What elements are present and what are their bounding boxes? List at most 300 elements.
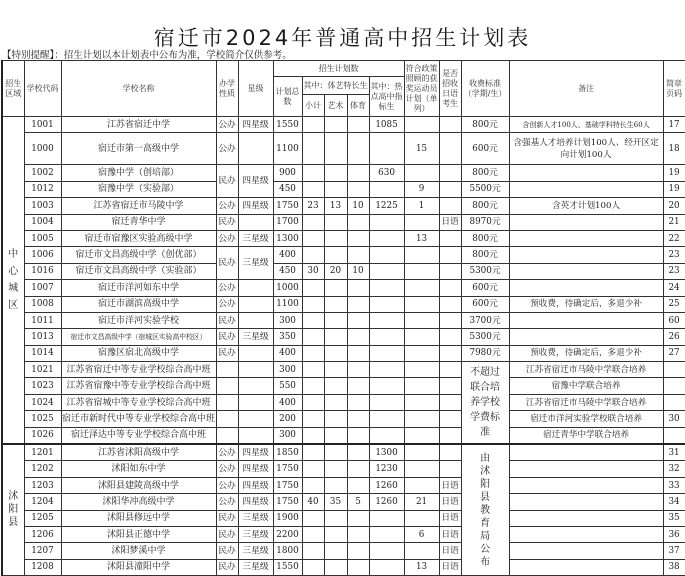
plan-total: 400 bbox=[273, 247, 302, 263]
sport-count bbox=[347, 329, 369, 345]
star-level: 四星级 bbox=[238, 477, 273, 493]
school-code: 1206 bbox=[24, 526, 61, 542]
art-count bbox=[324, 329, 347, 345]
table-row bbox=[2, 230, 685, 246]
school-type bbox=[216, 411, 238, 427]
remark: 预收费，待确定后，多退少补 bbox=[509, 345, 663, 361]
school-name: 宿迁市第一高级中学 bbox=[61, 133, 216, 165]
school-type: 民办 bbox=[216, 510, 238, 526]
school-code: 1007 bbox=[24, 280, 61, 296]
hot-quota bbox=[369, 526, 404, 542]
fee-shuyang-label: 由沭阳县教育局公布 bbox=[480, 452, 491, 568]
sport-count bbox=[347, 427, 369, 444]
remark: 江苏省宿迁市马陵中学联合培养 bbox=[509, 362, 663, 378]
star-level bbox=[238, 411, 273, 427]
table-row bbox=[2, 559, 685, 575]
sport-count bbox=[347, 411, 369, 427]
plan-total: 1750 bbox=[273, 494, 302, 510]
sport-art-subtotal bbox=[302, 362, 324, 378]
star-level bbox=[238, 394, 273, 410]
star-level: 三星级 bbox=[238, 329, 273, 345]
star-level: 四星级 bbox=[238, 444, 273, 461]
brochure-page: 36 bbox=[663, 526, 685, 542]
school-type bbox=[216, 378, 238, 394]
school-type: 公办 bbox=[216, 117, 238, 133]
brochure-page: 22 bbox=[663, 230, 685, 246]
school-name: 宿迁市宿豫区实验高级中学 bbox=[61, 230, 216, 246]
plan-total: 300 bbox=[273, 362, 302, 378]
school-code: 1012 bbox=[24, 181, 61, 197]
school-type: 民办 bbox=[216, 247, 238, 280]
header-page: 简章页码 bbox=[663, 61, 685, 117]
school-code: 1006 bbox=[24, 247, 61, 263]
sport-art-subtotal bbox=[302, 247, 324, 263]
school-name: 江苏省宿城中等专业学校综合高中班 bbox=[61, 394, 216, 410]
table-row bbox=[2, 263, 685, 279]
art-count bbox=[324, 165, 347, 181]
brochure-page bbox=[663, 394, 685, 410]
table-row bbox=[2, 329, 685, 345]
fee-standard: 800元 bbox=[461, 198, 509, 214]
plan-total: 200 bbox=[273, 411, 302, 427]
japanese-flag bbox=[439, 198, 461, 214]
school-name: 宿迁市文昌高级中学（创优部） bbox=[61, 247, 216, 263]
policy-athletes: 1 bbox=[404, 198, 439, 214]
remark bbox=[509, 461, 663, 477]
school-type bbox=[216, 394, 238, 410]
plan-total: 450 bbox=[273, 181, 302, 197]
policy-athletes bbox=[404, 280, 439, 296]
japanese-flag: 日语 bbox=[439, 526, 461, 542]
fee-standard: 800元 bbox=[461, 117, 509, 133]
brochure-page: 25 bbox=[663, 296, 685, 312]
japanese-flag: 日语 bbox=[439, 477, 461, 493]
sport-art-subtotal bbox=[302, 117, 324, 133]
sport-count bbox=[347, 181, 369, 197]
enrollment-plan-table bbox=[1, 60, 685, 576]
school-code: 1205 bbox=[24, 510, 61, 526]
policy-athletes bbox=[404, 247, 439, 263]
hot-quota bbox=[369, 378, 404, 394]
sport-count bbox=[347, 477, 369, 493]
fee-standard: 800元 bbox=[461, 247, 509, 263]
hot-quota bbox=[369, 510, 404, 526]
remark bbox=[509, 526, 663, 542]
remark bbox=[509, 280, 663, 296]
star-level: 三星级 bbox=[238, 247, 273, 280]
sport-count bbox=[347, 296, 369, 312]
sport-count: 5 bbox=[347, 494, 369, 510]
school-name: 江苏省宿迁中等专业学校综合高中班 bbox=[61, 362, 216, 378]
plan-total: 1700 bbox=[273, 214, 302, 230]
star-level bbox=[238, 362, 273, 378]
table-row bbox=[2, 181, 685, 197]
brochure-page bbox=[663, 378, 685, 394]
plan-total: 450 bbox=[273, 263, 302, 279]
header-hot: 其中：热点高中指标生 bbox=[369, 77, 404, 117]
school-name: 宿豫中学（实验部） bbox=[61, 181, 216, 197]
hot-quota bbox=[369, 329, 404, 345]
brochure-page: 23 bbox=[663, 247, 685, 263]
hot-quota bbox=[369, 559, 404, 575]
plan-total: 1100 bbox=[273, 133, 302, 165]
brochure-page: 38 bbox=[663, 559, 685, 575]
school-code: 1013 bbox=[24, 329, 61, 345]
hot-quota bbox=[369, 394, 404, 410]
art-count bbox=[324, 296, 347, 312]
school-code: 1016 bbox=[24, 263, 61, 279]
art-count: 13 bbox=[324, 198, 347, 214]
hot-quota bbox=[369, 230, 404, 246]
remark bbox=[509, 543, 663, 559]
header-sport-art-group: 其中：体艺特长生 bbox=[302, 77, 369, 95]
policy-athletes bbox=[404, 165, 439, 181]
remark bbox=[509, 312, 663, 328]
remark bbox=[509, 181, 663, 197]
remark bbox=[509, 494, 663, 510]
sport-count bbox=[347, 510, 369, 526]
school-code: 1003 bbox=[24, 198, 61, 214]
fee-standard: 5300元 bbox=[461, 329, 509, 345]
sport-art-subtotal bbox=[302, 461, 324, 477]
japanese-flag bbox=[439, 133, 461, 165]
hot-quota: 1300 bbox=[369, 444, 404, 461]
table-row bbox=[2, 362, 685, 378]
sport-art-subtotal: 23 bbox=[302, 198, 324, 214]
remark: 含英才计划100人 bbox=[509, 198, 663, 214]
hot-quota bbox=[369, 362, 404, 378]
table-row bbox=[2, 477, 685, 493]
art-count bbox=[324, 181, 347, 197]
japanese-flag bbox=[439, 230, 461, 246]
table-row bbox=[2, 165, 685, 181]
school-type: 民办 bbox=[216, 312, 238, 328]
sport-art-subtotal bbox=[302, 181, 324, 197]
school-name: 宿迁青华中学 bbox=[61, 214, 216, 230]
sport-art-subtotal bbox=[302, 510, 324, 526]
fee-standard: 5500元 bbox=[461, 181, 509, 197]
header-art: 艺术 bbox=[324, 95, 347, 117]
school-name: 江苏省沭阳高级中学 bbox=[61, 444, 216, 461]
sport-count bbox=[347, 526, 369, 542]
school-type bbox=[216, 427, 238, 444]
sport-count bbox=[347, 394, 369, 410]
fee-standard: 800元 bbox=[461, 165, 509, 181]
hot-quota: 630 bbox=[369, 165, 404, 181]
policy-athletes bbox=[404, 427, 439, 444]
star-level: 三星级 bbox=[238, 559, 273, 575]
japanese-flag bbox=[439, 247, 461, 263]
sport-art-subtotal bbox=[302, 214, 324, 230]
table-body bbox=[2, 117, 685, 576]
star-level: 四星级 bbox=[238, 198, 273, 214]
hot-quota: 1225 bbox=[369, 198, 404, 214]
plan-total: 2200 bbox=[273, 526, 302, 542]
policy-athletes bbox=[404, 263, 439, 279]
school-name: 沭阳如东中学 bbox=[61, 461, 216, 477]
school-type: 公办 bbox=[216, 280, 238, 296]
plan-total: 1100 bbox=[273, 296, 302, 312]
remark bbox=[509, 559, 663, 575]
star-level bbox=[238, 312, 273, 328]
header-star: 星级 bbox=[238, 61, 273, 117]
table-row bbox=[2, 280, 685, 296]
header-japanese: 是否招收日语考生 bbox=[439, 61, 461, 117]
table-row bbox=[2, 394, 685, 410]
japanese-flag: 日语 bbox=[439, 494, 461, 510]
brochure-page: 27 bbox=[663, 345, 685, 361]
plan-total: 1750 bbox=[273, 198, 302, 214]
school-code: 1004 bbox=[24, 214, 61, 230]
school-type: 公办 bbox=[216, 477, 238, 493]
sport-art-subtotal bbox=[302, 477, 324, 493]
remark bbox=[509, 477, 663, 493]
japanese-flag bbox=[439, 280, 461, 296]
table-row bbox=[2, 214, 685, 230]
hot-quota bbox=[369, 312, 404, 328]
sport-art-subtotal: 40 bbox=[302, 494, 324, 510]
school-name: 宿迁市新时代中等专业学校综合高中班 bbox=[61, 411, 216, 427]
school-name: 沭阳县正德中学 bbox=[61, 526, 216, 542]
star-level: 四星级 bbox=[238, 494, 273, 510]
school-code: 1202 bbox=[24, 461, 61, 477]
sport-art-subtotal bbox=[302, 559, 324, 575]
brochure-page: 19 bbox=[663, 165, 685, 181]
hot-quota bbox=[369, 345, 404, 361]
header-code: 学校代码 bbox=[24, 61, 61, 117]
school-name: 沭阳县修远中学 bbox=[61, 510, 216, 526]
art-count bbox=[324, 362, 347, 378]
art-count bbox=[324, 477, 347, 493]
header-subtotal: 小计 bbox=[302, 95, 324, 117]
plan-total: 900 bbox=[273, 165, 302, 181]
sport-art-subtotal bbox=[302, 345, 324, 361]
star-level bbox=[238, 214, 273, 230]
art-count bbox=[324, 117, 347, 133]
hot-quota bbox=[369, 296, 404, 312]
policy-athletes: 13 bbox=[404, 230, 439, 246]
sport-count bbox=[347, 230, 369, 246]
remark: 宿迁市洋河实验学校联合培养 bbox=[509, 411, 663, 427]
remark: 含创新人才100人、基础学科特长生60人 bbox=[509, 117, 663, 133]
hot-quota: 1230 bbox=[369, 461, 404, 477]
star-level: 三星级 bbox=[238, 543, 273, 559]
japanese-flag bbox=[439, 263, 461, 279]
policy-athletes bbox=[404, 345, 439, 361]
brochure-page: 18 bbox=[663, 133, 685, 165]
star-level: 四星级 bbox=[238, 117, 273, 133]
remark bbox=[509, 329, 663, 345]
star-level bbox=[238, 133, 273, 165]
page-title: 宿迁市2024年普通高中招生计划表 bbox=[153, 26, 532, 50]
table-row bbox=[2, 378, 685, 394]
japanese-flag bbox=[439, 461, 461, 477]
japanese-flag: 日语 bbox=[439, 214, 461, 230]
sport-art-subtotal bbox=[302, 526, 324, 542]
hot-quota bbox=[369, 280, 404, 296]
school-name: 宿迁市文昌高级中学（宿城区实验高中校区） bbox=[61, 329, 216, 345]
brochure-page: 35 bbox=[663, 510, 685, 526]
art-count bbox=[324, 133, 347, 165]
school-code: 1025 bbox=[24, 411, 61, 427]
fee-standard-joint: 不超过联合培养学校学费标准 bbox=[461, 362, 509, 444]
fee-standard: 800元 bbox=[461, 230, 509, 246]
header-type: 办学性质 bbox=[216, 61, 238, 117]
brochure-page: 31 bbox=[663, 444, 685, 461]
policy-athletes: 9 bbox=[404, 181, 439, 197]
brochure-page: 19 bbox=[663, 181, 685, 197]
school-code: 1208 bbox=[24, 559, 61, 575]
policy-athletes bbox=[404, 362, 439, 378]
fee-standard: 600元 bbox=[461, 280, 509, 296]
sport-count bbox=[347, 214, 369, 230]
hot-quota bbox=[369, 411, 404, 427]
remark bbox=[509, 165, 663, 181]
brochure-page: 20 bbox=[663, 198, 685, 214]
art-count: 20 bbox=[324, 263, 347, 279]
table-row bbox=[2, 198, 685, 214]
plan-total: 1300 bbox=[273, 230, 302, 246]
school-code: 1014 bbox=[24, 345, 61, 361]
policy-athletes: 21 bbox=[404, 494, 439, 510]
plan-total: 300 bbox=[273, 312, 302, 328]
brochure-page: 33 bbox=[663, 477, 685, 493]
sport-art-subtotal bbox=[302, 411, 324, 427]
fee-standard: 3700元 bbox=[461, 312, 509, 328]
sport-art-subtotal bbox=[302, 329, 324, 345]
plan-total: 550 bbox=[273, 378, 302, 394]
sport-art-subtotal bbox=[302, 165, 324, 181]
plan-total: 1800 bbox=[273, 543, 302, 559]
school-name: 江苏省宿豫中等专业学校综合高中班 bbox=[61, 378, 216, 394]
star-level: 四星级 bbox=[238, 165, 273, 198]
star-level: 三星级 bbox=[238, 526, 273, 542]
japanese-flag: 日语 bbox=[439, 559, 461, 575]
fee-standard: 7980元 bbox=[461, 345, 509, 361]
brochure-page: 24 bbox=[663, 280, 685, 296]
sport-count bbox=[347, 461, 369, 477]
japanese-flag bbox=[439, 181, 461, 197]
sport-art-subtotal bbox=[302, 280, 324, 296]
table-row bbox=[2, 247, 685, 263]
policy-athletes bbox=[404, 214, 439, 230]
policy-athletes bbox=[404, 329, 439, 345]
japanese-flag bbox=[439, 394, 461, 410]
japanese-flag bbox=[439, 427, 461, 444]
sport-count bbox=[347, 117, 369, 133]
hot-quota bbox=[369, 427, 404, 444]
table-row bbox=[2, 411, 685, 427]
sport-art-subtotal bbox=[302, 296, 324, 312]
brochure-page: 23 bbox=[663, 263, 685, 279]
sport-art-subtotal bbox=[302, 378, 324, 394]
region-cell bbox=[2, 444, 24, 576]
japanese-flag bbox=[439, 444, 461, 461]
policy-athletes bbox=[404, 477, 439, 493]
school-name: 沭阳县建陵高级中学 bbox=[61, 477, 216, 493]
japanese-flag bbox=[439, 329, 461, 345]
policy-athletes bbox=[404, 461, 439, 477]
sport-count bbox=[347, 247, 369, 263]
sport-art-subtotal bbox=[302, 394, 324, 410]
sport-count bbox=[347, 444, 369, 461]
japanese-flag bbox=[439, 296, 461, 312]
school-code: 1011 bbox=[24, 312, 61, 328]
remark bbox=[509, 247, 663, 263]
policy-athletes: 6 bbox=[404, 526, 439, 542]
plan-total: 1750 bbox=[273, 477, 302, 493]
brochure-page: 60 bbox=[663, 312, 685, 328]
remark: 宿迁青华中学联合培养 bbox=[509, 427, 663, 444]
brochure-page: 30 bbox=[663, 411, 685, 427]
brochure-page: 37 bbox=[663, 543, 685, 559]
sport-art-subtotal bbox=[302, 427, 324, 444]
school-code: 1023 bbox=[24, 378, 61, 394]
policy-athletes bbox=[404, 543, 439, 559]
hot-quota bbox=[369, 263, 404, 279]
school-code: 1008 bbox=[24, 296, 61, 312]
school-name: 江苏省宿迁中学 bbox=[61, 117, 216, 133]
star-level bbox=[238, 378, 273, 394]
fee-standard: 600元 bbox=[461, 133, 509, 165]
plan-total: 1850 bbox=[273, 444, 302, 461]
school-name: 宿豫中学（创培部） bbox=[61, 165, 216, 181]
school-type: 公办 bbox=[216, 198, 238, 214]
policy-athletes bbox=[404, 394, 439, 410]
remark bbox=[509, 444, 663, 461]
sport-art-subtotal bbox=[302, 543, 324, 559]
policy-athletes bbox=[404, 510, 439, 526]
sport-count bbox=[347, 559, 369, 575]
sport-art-subtotal: 30 bbox=[302, 263, 324, 279]
art-count bbox=[324, 411, 347, 427]
sport-count bbox=[347, 133, 369, 165]
plan-total: 300 bbox=[273, 427, 302, 444]
remark: 宿豫中学联合培养 bbox=[509, 378, 663, 394]
remark bbox=[509, 230, 663, 246]
star-level bbox=[238, 280, 273, 296]
brochure-page: 26 bbox=[663, 329, 685, 345]
japanese-flag bbox=[439, 411, 461, 427]
header-remark: 备注 bbox=[509, 61, 663, 117]
hot-quota bbox=[369, 214, 404, 230]
plan-total: 1900 bbox=[273, 510, 302, 526]
table-row bbox=[2, 543, 685, 559]
region-cell bbox=[2, 117, 24, 445]
brochure-page: 21 bbox=[663, 214, 685, 230]
school-type bbox=[216, 362, 238, 378]
art-count bbox=[324, 312, 347, 328]
header-sport: 体育 bbox=[347, 95, 369, 117]
school-type: 民办 bbox=[216, 559, 238, 575]
art-count bbox=[324, 378, 347, 394]
school-name: 沭阳华冲高级中学 bbox=[61, 494, 216, 510]
school-code: 1000 bbox=[24, 133, 61, 165]
school-name: 宿豫区宿北高级中学 bbox=[61, 345, 216, 361]
school-type: 民办 bbox=[216, 214, 238, 230]
school-name: 宿迁市洋河实验学校 bbox=[61, 312, 216, 328]
sport-count bbox=[347, 378, 369, 394]
school-type: 民办 bbox=[216, 526, 238, 542]
sport-art-subtotal bbox=[302, 133, 324, 165]
sport-art-subtotal bbox=[302, 444, 324, 461]
school-name: 宿迁市湖滨高级中学 bbox=[61, 296, 216, 312]
art-count bbox=[324, 510, 347, 526]
table-row bbox=[2, 117, 685, 133]
school-name: 宿迁市文昌高级中学（实验部） bbox=[61, 263, 216, 279]
table-row bbox=[2, 444, 685, 461]
sport-count: 10 bbox=[347, 263, 369, 279]
